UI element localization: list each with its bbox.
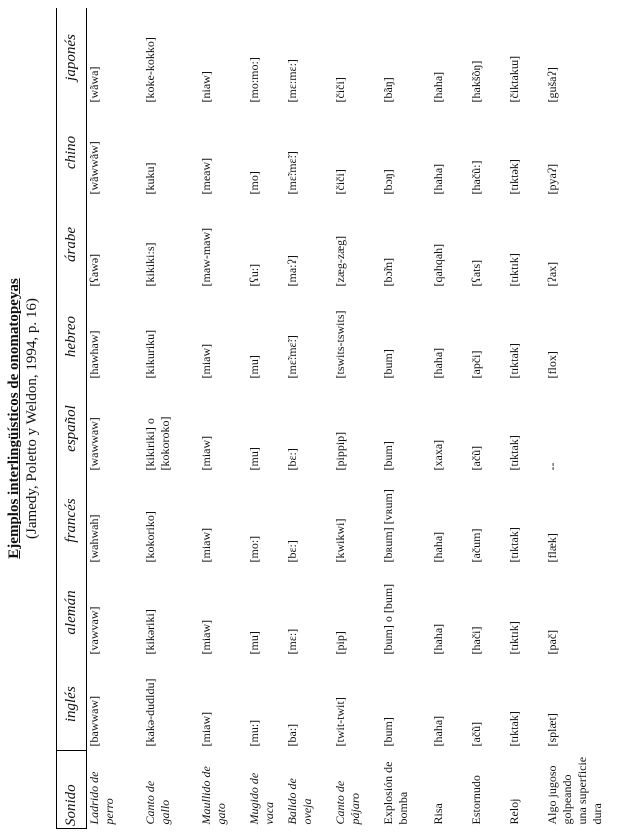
table-row [247,9,285,829]
transcription-cell: [bãŋ] [380,77,395,103]
transcription-cell: [hawhaw] [87,330,101,379]
transcription-cell: [ʕu:] [246,263,261,287]
transcription-cell: [splæt] [544,713,559,747]
transcription-cell: [hači] [468,626,483,655]
sound-cell: Maullido de gato [198,766,228,825]
transcription-cell: [bʀum] [vʀum] [380,489,395,563]
transcription-cell: [tɪktak] [506,527,521,563]
transcription-cell: [bum] [380,441,395,471]
header-frances: francés [57,475,87,567]
sound-cell: Explosión de bomba [380,761,410,825]
transcription-cell: [gušaʔ] [544,67,559,103]
transcription-cell: [ba:] [284,723,299,747]
transcription-cell: [mɛ̃:mɛ̃:] [284,335,299,379]
sound-cell: Risa [430,803,445,825]
header-chino: chino [57,107,87,199]
transcription-cell: [tɪktɪk] [506,253,521,287]
header-hebreo: hebreo [57,291,87,383]
transcription-cell: [kikuriku] [142,329,157,379]
transcription-cell: [mu] [246,447,261,471]
transcription-cell: [haha] [430,531,445,563]
transcription-cell: [meaw] [198,157,213,195]
transcription-cell: [mu] [246,355,261,379]
transcription-cell: [kwikwi] [332,518,347,563]
transcription-cell: [xaxa] [430,439,445,471]
header-sonido: Sonido [57,751,87,829]
transcription-cell: [tswits-tswits] [332,310,347,379]
transcription-cell: [haha] [430,71,445,103]
transcription-cell: [kikiki:s] [142,242,157,287]
transcription-cell: [wãwa] [87,66,101,103]
transcription-cell: [bɛ:] [284,448,299,471]
onomatopoeia-table [56,9,617,830]
transcription-cell: [ʕats] [468,259,483,287]
transcription-cell: [čiči] [332,169,347,195]
transcription-cell: [kikəriki] [142,609,157,655]
transcription-cell: [kakə-dudldu] [142,678,157,747]
transcription-cell: [tɪktak] [506,343,521,379]
transcription-cell: [kuku] [142,162,157,195]
transcription-cell: [bawwaw] [87,695,101,747]
transcription-cell: [ma:ʔ] [284,255,299,287]
transcription-cell: [čiktakɯ] [506,55,521,103]
transcription-cell: [kokoriko] [142,511,157,563]
transcription-cell: [pip] [332,631,347,655]
transcription-cell: [tɪktak] [506,711,521,747]
transcription-cell: [pyaʔ] [544,163,559,195]
transcription-cell: [bɛ:] [284,540,299,563]
table-body [87,9,617,829]
header-japones: japonés [57,9,87,107]
transcription-cell: [flox] [544,351,559,379]
header-arabe: árabe [57,199,87,291]
transcription-cell: [ačũ] [468,445,483,471]
table-row [545,9,617,829]
sound-cell: Mugido de vaca [246,772,276,825]
sound-cell: Balido de oveja [284,778,314,825]
transcription-cell: [miaw] [198,343,213,379]
table-row [143,9,199,829]
sound-cell: Algo jugoso golpeando una superficie dura [544,756,604,825]
header-espanol: español [57,383,87,475]
sound-cell: Canto de pájaro [332,780,362,825]
table-row [87,9,143,829]
transcription-cell: [haha] [430,163,445,195]
transcription-cell: [pippip] [332,431,347,471]
transcription-cell: [ačũ] [468,721,483,747]
sound-cell: Estornudo [468,775,483,825]
transcription-cell: [haha] [430,623,445,655]
header-row [57,9,87,829]
sound-cell: Canto de gallo [142,780,172,825]
transcription-cell: [ʕawə] [87,253,101,287]
transcription-cell: [wahwah] [87,514,101,563]
transcription-cell: [bɔ̃m] [380,257,395,287]
transcription-cell: [apči] [468,350,483,379]
transcription-cell: -- [544,462,559,471]
transcription-cell: [miaw] [198,619,213,655]
transcription-cell: [mɛ:mɛ:] [284,59,299,103]
transcription-cell: [bum] o [bum] [380,583,395,655]
transcription-cell: [pač] [544,629,559,655]
transcription-cell: [haha] [430,347,445,379]
title-text: Ejemplos interlingüísticos de onomatopeyas [6,278,22,559]
transcription-cell: [čiči] [332,77,347,103]
transcription-cell: [vawvaw] [87,606,101,655]
transcription-cell: [tɪktɪk] [506,621,521,655]
page-subtitle: (Jamedy, Poletto y Weldon, 1994, p. 16) [24,298,40,539]
transcription-cell: [wãwwãw] [87,141,101,195]
transcription-cell: [mo] [246,171,261,195]
header-ingles: inglés [57,659,87,751]
sound-cell: Reloj [506,798,521,825]
table-row [431,9,469,829]
transcription-cell: [tɪktak] [506,435,521,471]
transcription-cell: [twit-twit] [332,697,347,747]
transcription-cell: [mu] [246,631,261,655]
transcription-cell: [maw-maw] [198,227,213,287]
transcription-cell: [hačũ:] [468,160,483,195]
transcription-cell: [mɛ̃:mɛ̃:] [284,151,299,195]
transcription-cell: [mo:mo:] [246,57,261,103]
transcription-cell: [hakšõŋ] [468,60,483,103]
transcription-cell: [mu:] [246,719,261,747]
transcription-cell: [miaw] [198,711,213,747]
header-aleman: alemán [57,567,87,659]
transcription-cell: [koke-kokko] [142,37,157,103]
transcription-cell: [miaw] [198,435,213,471]
transcription-cell: [miaw] [198,527,213,563]
transcription-cell: [tɪktək] [506,159,521,195]
transcription-cell: [flæk] [544,533,559,563]
transcription-cell: [qahqah] [430,243,445,287]
transcription-cell: [mo:] [246,535,261,563]
transcription-cell: [bum] [380,349,395,379]
transcription-cell: [haha] [430,715,445,747]
table-row [469,9,507,829]
transcription-cell: [zæg-zæg] [332,235,347,287]
transcription-cell: [bum] [380,717,395,747]
sound-cell: Ladrido de perro [87,771,116,825]
transcription-cell: [kikiriki] o [kokoroko] [142,416,172,471]
table-row [199,9,247,829]
table-row [333,9,381,829]
transcription-cell: [niaw] [198,71,213,103]
transcription-cell: [wawwaw] [87,417,101,471]
transcription-cell: [bɔŋ] [380,169,395,195]
table-row [285,9,333,829]
transcription-cell: [ʔax] [544,261,559,287]
transcription-cell: [ačum] [468,528,483,563]
page-title [6,0,23,837]
transcription-cell: [mɛ:] [284,628,299,655]
table-row [507,9,545,829]
table-row [381,9,431,829]
